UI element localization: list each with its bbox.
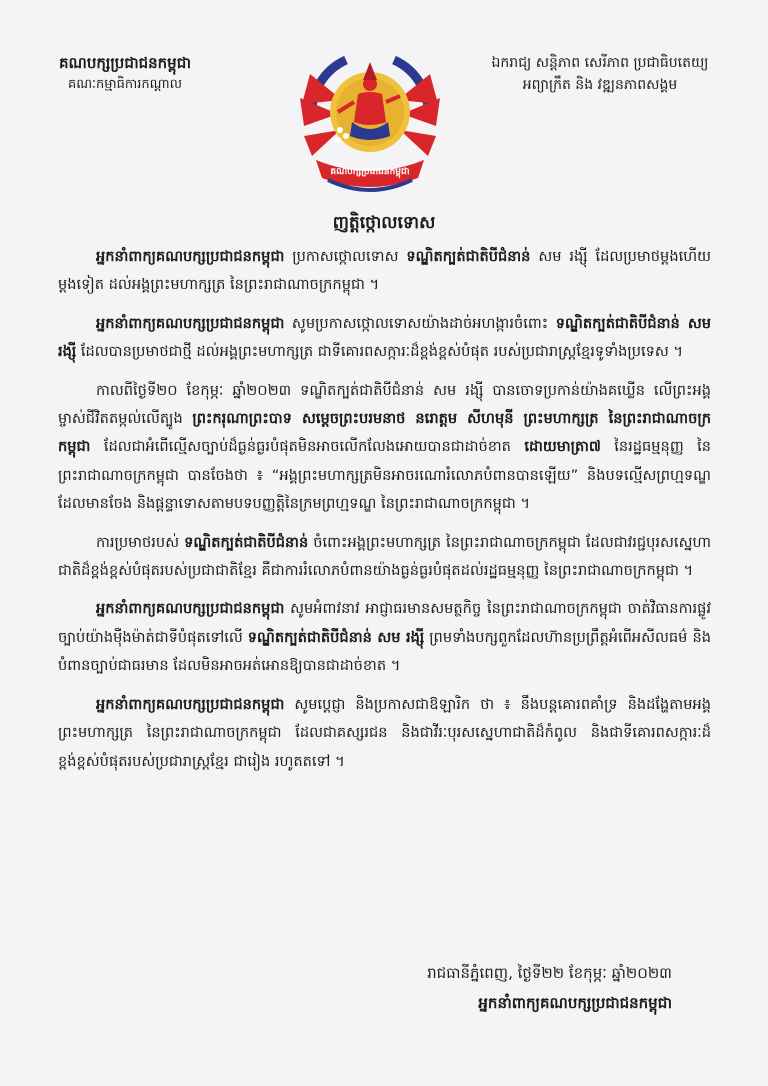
signer-name: អ្នកនាំពាក្យគណបក្សប្រជាជនកម្ពុជា [478,994,672,1012]
paragraph-6 [58,691,711,776]
paragraph-text: សម រង្ស៊ី ដែលប្រមាថម្តងហើយម្តងទៀត ដល់អង្គព្រះមហាក្សត្រ នៃព្រះរាជាណាចក្រកម្ពុជា ។ [58,248,712,294]
emphasis-text: ទណ្ឌិតក្បត់ជាតិបីជំនាន់ [406,248,531,265]
paragraph-text: សូមប្តេជ្ញា និងប្រកាសជាឱឡារិក ថា ៖ នឹងបន្តគោរពគាំទ្រ និងដង្ហែតាមអង្គព្រះមហាក្សត្រ នៃព្រះរាជាណាចក្រកម្ពុជា ដែលជាគស្សរជន និងជាវីរៈបុរសស្នេហាជាតិដ៏កំពូល និងជាទីគោរពសក្ការៈដ៏ខ្ពង់ខ្ពស់បំផុតរបស់ប្រជារាស្ត្រខ្មែរ ជារៀង រហូតតទៅ ។ [58,695,711,770]
spokesman-label: អ្នកនាំពាក្យគណបក្សប្រជាជនកម្ពុជា [96,314,285,332]
party-name: គណបក្សប្រជាជនកម្ពុជា [59,54,191,72]
spokesman-label: អ្នកនាំពាក្យគណបក្សប្រជាជនកម្ពុជា [96,600,285,618]
emphasis-text: ទណ្ឌិតក្បត់ជាតិបីជំនាន់ [184,533,309,551]
paragraph-text: ប្រកាសថ្កោលទោស [284,248,407,265]
paragraph-text: ការប្រមាថរបស់ [96,533,185,551]
logo-banner-text: គណបក្សប្រជាជនកម្ពុជា [330,167,410,177]
paragraph-text: ដែលជាអំពើល្មើសច្បាប់ដ៏ធ្ងន់ធ្ងរបំផុតមិនអាចលើកលែងអោយបានជាដាច់ខាត [90,438,525,456]
paragraph-text: កាលពីថ្ងៃទី២០ ខែកុម្ភៈ ឆ្នាំ២០២៣ ទណ្ឌិតក្បត់ជាតិបីជំនាន់ សម រង្ស៊ី បានចោទប្រកាន់យ៉ាងគឃ្លើន លើព្រះអង្គម្ចាស់ជីវិតតម្កល់លើត្បូង [58,381,711,428]
paragraph-text: ចំពោះអង្គព្រះមហាក្សត្រ នៃព្រះរាជាណាចក្រកម្ពុជា ដែលជាវរជ្ជបុរសស្នេហាជាតិដ៏ខ្ពង់ខ្ពស់បំផុតរបស់ប្រជាជាតិខ្មែរ គឺជាការរំលោភបំពានយ៉ាងធ្ងន់ធ្ងរបំផុតដល់រដ្ឋធម្មនុញ្ញ នៃព្រះរាជាណាចក្រកម្ពុជា ។ [58,533,711,580]
paragraph-5 [58,595,711,680]
motto-line-2: អព្យាក្រឹត និង វឌ្ឍនភាពសង្គម [522,77,678,93]
document-body [58,243,711,786]
motto-line-1: ឯករាជ្យ សន្តិភាព សេរីភាព ប្រជាធិបតេយ្យ [491,55,709,71]
paragraph-1 [58,243,711,300]
kingdom-motto [480,52,720,96]
paragraph-3 [58,377,711,519]
paragraph-text: ដែលបានប្រមាថជាថ្មី ដល់អង្គព្រះមហាក្សត្រ ជាទីគោរពសក្ការៈដ៏ខ្ពង់ខ្ពស់បំផុត របស់ប្រជារាស្ត្រខ្មែរទូទាំងប្រទេស ។ [76,343,684,361]
emphasis-text: ទណ្ឌិតក្បត់ជាតិបីជំនាន់ សម រង្ស៊ី [247,628,425,646]
emphasis-text: ដោយមាត្រា៧ [524,438,601,456]
paragraph-text: សូមប្រកាសថ្កោលទោសយ៉ាងដាច់អហង្ការចំពោះ [284,314,556,332]
paragraph-text: ព្រមទាំងបក្សពួកដែលហ៊ានប្រព្រឹត្តអំពើអសីលធម៌ និងបំពានច្បាប់ជាធរមាន ដែលមិនអាចអត់អោនឱ្យបានជាដាច់ខាត ។ [58,628,711,675]
party-logo [294,40,446,200]
paragraph-4 [58,529,711,586]
date-line: រាជធានីភ្នំពេញ, ថ្ងៃទី២២ ខែកុម្ភៈ ឆ្នាំ២០២៣ [427,964,672,982]
party-logo-emblem [294,40,446,200]
committee-name: គណៈកម្មាធិការកណ្ដាល [67,77,183,92]
paragraph-text: នៃរដ្ឋធម្មនុញ្ញ នៃព្រះរាជាណាចក្រកម្ពុជា បានចែងថា ៖ “អង្គព្រះមហាក្សត្រមិនអាចរណោរំលោភបំពានបានឡើយ” និងបទល្មើសព្រហ្មទណ្ឌ ដែលមានចែង និងផ្តន្ទាទោសតាមបទបញ្ញត្តិនៃក្រមព្រហ្មទណ្ឌ នៃព្រះរាជាណាចក្រកម្ពុជា ។ [58,438,711,513]
party-header [40,52,210,96]
spokesman-label: អ្នកនាំពាក្យគណបក្សប្រជាជនកម្ពុជា [96,248,285,265]
emphasis-text: ទណ្ឌិតក្បត់ជាតិបីជំនាន់ សម រង្ស៊ី [58,314,711,361]
paragraph-text: សូមអំពាវនាវ អាជ្ញាធរមានសមត្ថកិច្ច នៃព្រះរាជាណាចក្រកម្ពុជា ចាត់វិធានការផ្លូវច្បាប់យ៉ាងម៉ឺងម៉ាត់ជាទីបំផុតទៅលើ [58,600,711,646]
paragraph-2 [58,310,711,367]
spokesman-label: អ្នកនាំពាក្យគណបក្សប្រជាជនកម្ពុជា [96,695,285,713]
emphasis-text: ព្រះករុណាព្រះបាទ សម្តេចព្រះបរមនាថ នរោត្តម សីហមុនី ព្រះមហាក្សត្រ នៃព្រះរាជាណាចក្រកម្ពុជា [58,410,711,456]
document-title: ញត្តិថ្កោលទោស [332,213,436,233]
signature-block [427,958,672,1018]
